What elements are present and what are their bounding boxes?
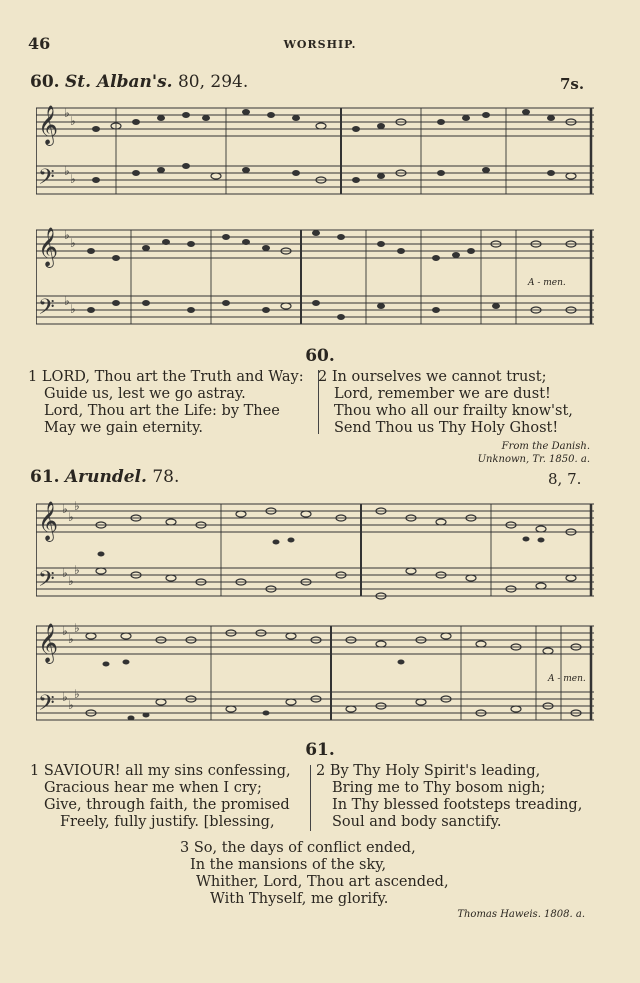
svg-text:♭: ♭ [68,510,74,524]
page-number: 46 [28,34,51,53]
music-score-60-line2 [36,218,596,336]
music-score-60-line1 [36,98,596,208]
tune-name: Arundel. [64,467,147,487]
svg-text:♭: ♭ [70,172,76,186]
verse-line: Freely, fully justify. [blessing, [60,814,275,830]
music-score-61-line2 [36,614,596,734]
svg-text:𝄞: 𝄞 [38,623,59,663]
svg-text:𝄞: 𝄞 [38,501,59,541]
tune-header-61 [30,467,179,487]
music-score-61-line1 [36,492,596,610]
svg-text:𝄢: 𝄢 [38,691,55,721]
verse-line: 2 In ourselves we cannot trust; [318,369,547,385]
verse-line: Send Thou us Thy Holy Ghost! [334,420,559,436]
verse-line: Whither, Lord, Thou art ascended, [196,874,449,890]
tune-name: St. Alban's. [64,72,173,92]
verse-line: 1 SAVIOUR! all my sins confessing, [30,763,291,779]
hymn-number-61: 61. [305,740,335,760]
verse-line: Thou who all our frailty know'st, [334,403,573,419]
hymn-61-verse-3 [180,840,449,908]
svg-text:♭: ♭ [64,294,70,308]
svg-text:𝄞: 𝄞 [38,227,59,267]
credit-line: From the Danish. [501,441,590,452]
running-head: WORSHIP. [283,38,357,51]
verse-line: Lord, remember we are dust! [334,386,551,402]
svg-text:♭: ♭ [70,302,76,316]
hymn-60-verse-2 [318,369,573,437]
svg-text:♭: ♭ [74,687,80,701]
svg-text:♭: ♭ [70,236,76,250]
verse-line: 2 By Thy Holy Spirit's leading, [316,763,541,779]
meter-61: 8, 7. [548,470,582,488]
verse-line: Guide us, lest we go astray. [44,386,246,402]
svg-text:♭: ♭ [64,106,70,120]
svg-text:♭: ♭ [64,164,70,178]
verse-line: Soul and body sanctify. [332,814,502,830]
verse-line: Lord, Thou art the Life: by Thee [44,403,280,419]
svg-text:𝄞: 𝄞 [38,105,59,145]
credit-61: Thomas Haweis. 1808. a. [457,909,585,920]
svg-text:♭: ♭ [74,563,80,577]
verse-divider [310,765,311,831]
tune-refs: 78. [152,467,180,487]
hymn-60-verse-1 [28,369,304,437]
svg-text:𝄢: 𝄢 [38,165,55,195]
tune-number: 61. [30,467,60,487]
verse-line: Gracious hear me when I cry; [44,780,262,796]
svg-text:♭: ♭ [68,632,74,646]
hymn-number-60: 60. [305,346,335,366]
tune-header-60 [30,72,248,92]
svg-text:𝄢: 𝄢 [38,567,55,597]
svg-text:♭: ♭ [74,499,80,513]
amen-61: A - men. [548,674,586,684]
credit-60 [478,440,590,466]
svg-text:♭: ♭ [64,228,70,242]
verse-line: In the mansions of the sky, [190,857,387,873]
svg-text:♭: ♭ [74,621,80,635]
verse-line: May we gain eternity. [44,420,204,436]
verse-line: 3 So, the days of conflict ended, [180,840,416,856]
tune-refs: 80, 294. [177,72,249,92]
svg-text:♭: ♭ [62,502,68,516]
svg-text:𝄢: 𝄢 [38,295,55,325]
svg-text:♭: ♭ [62,624,68,638]
hymn-61-verse-1 [30,763,291,831]
amen-60: A - men. [528,278,566,288]
meter-60: 7s. [560,75,585,93]
credit-line: Unknown, Tr. 1850. a. [477,454,590,465]
verse-line: In Thy blessed footsteps treading, [332,797,583,813]
svg-text:♭: ♭ [62,566,68,580]
hymn-61-verse-2 [316,763,582,831]
verse-line: 1 LORD, Thou art the Truth and Way: [28,369,304,385]
svg-text:♭: ♭ [68,574,74,588]
verse-line: Give, through faith, the promised [44,797,290,813]
tune-number: 60. [30,72,60,92]
svg-text:♭: ♭ [70,114,76,128]
svg-text:♭: ♭ [68,698,74,712]
verse-line: Bring me to Thy bosom nigh; [332,780,546,796]
svg-text:♭: ♭ [62,690,68,704]
verse-line: With Thyself, me glorify. [210,891,389,907]
